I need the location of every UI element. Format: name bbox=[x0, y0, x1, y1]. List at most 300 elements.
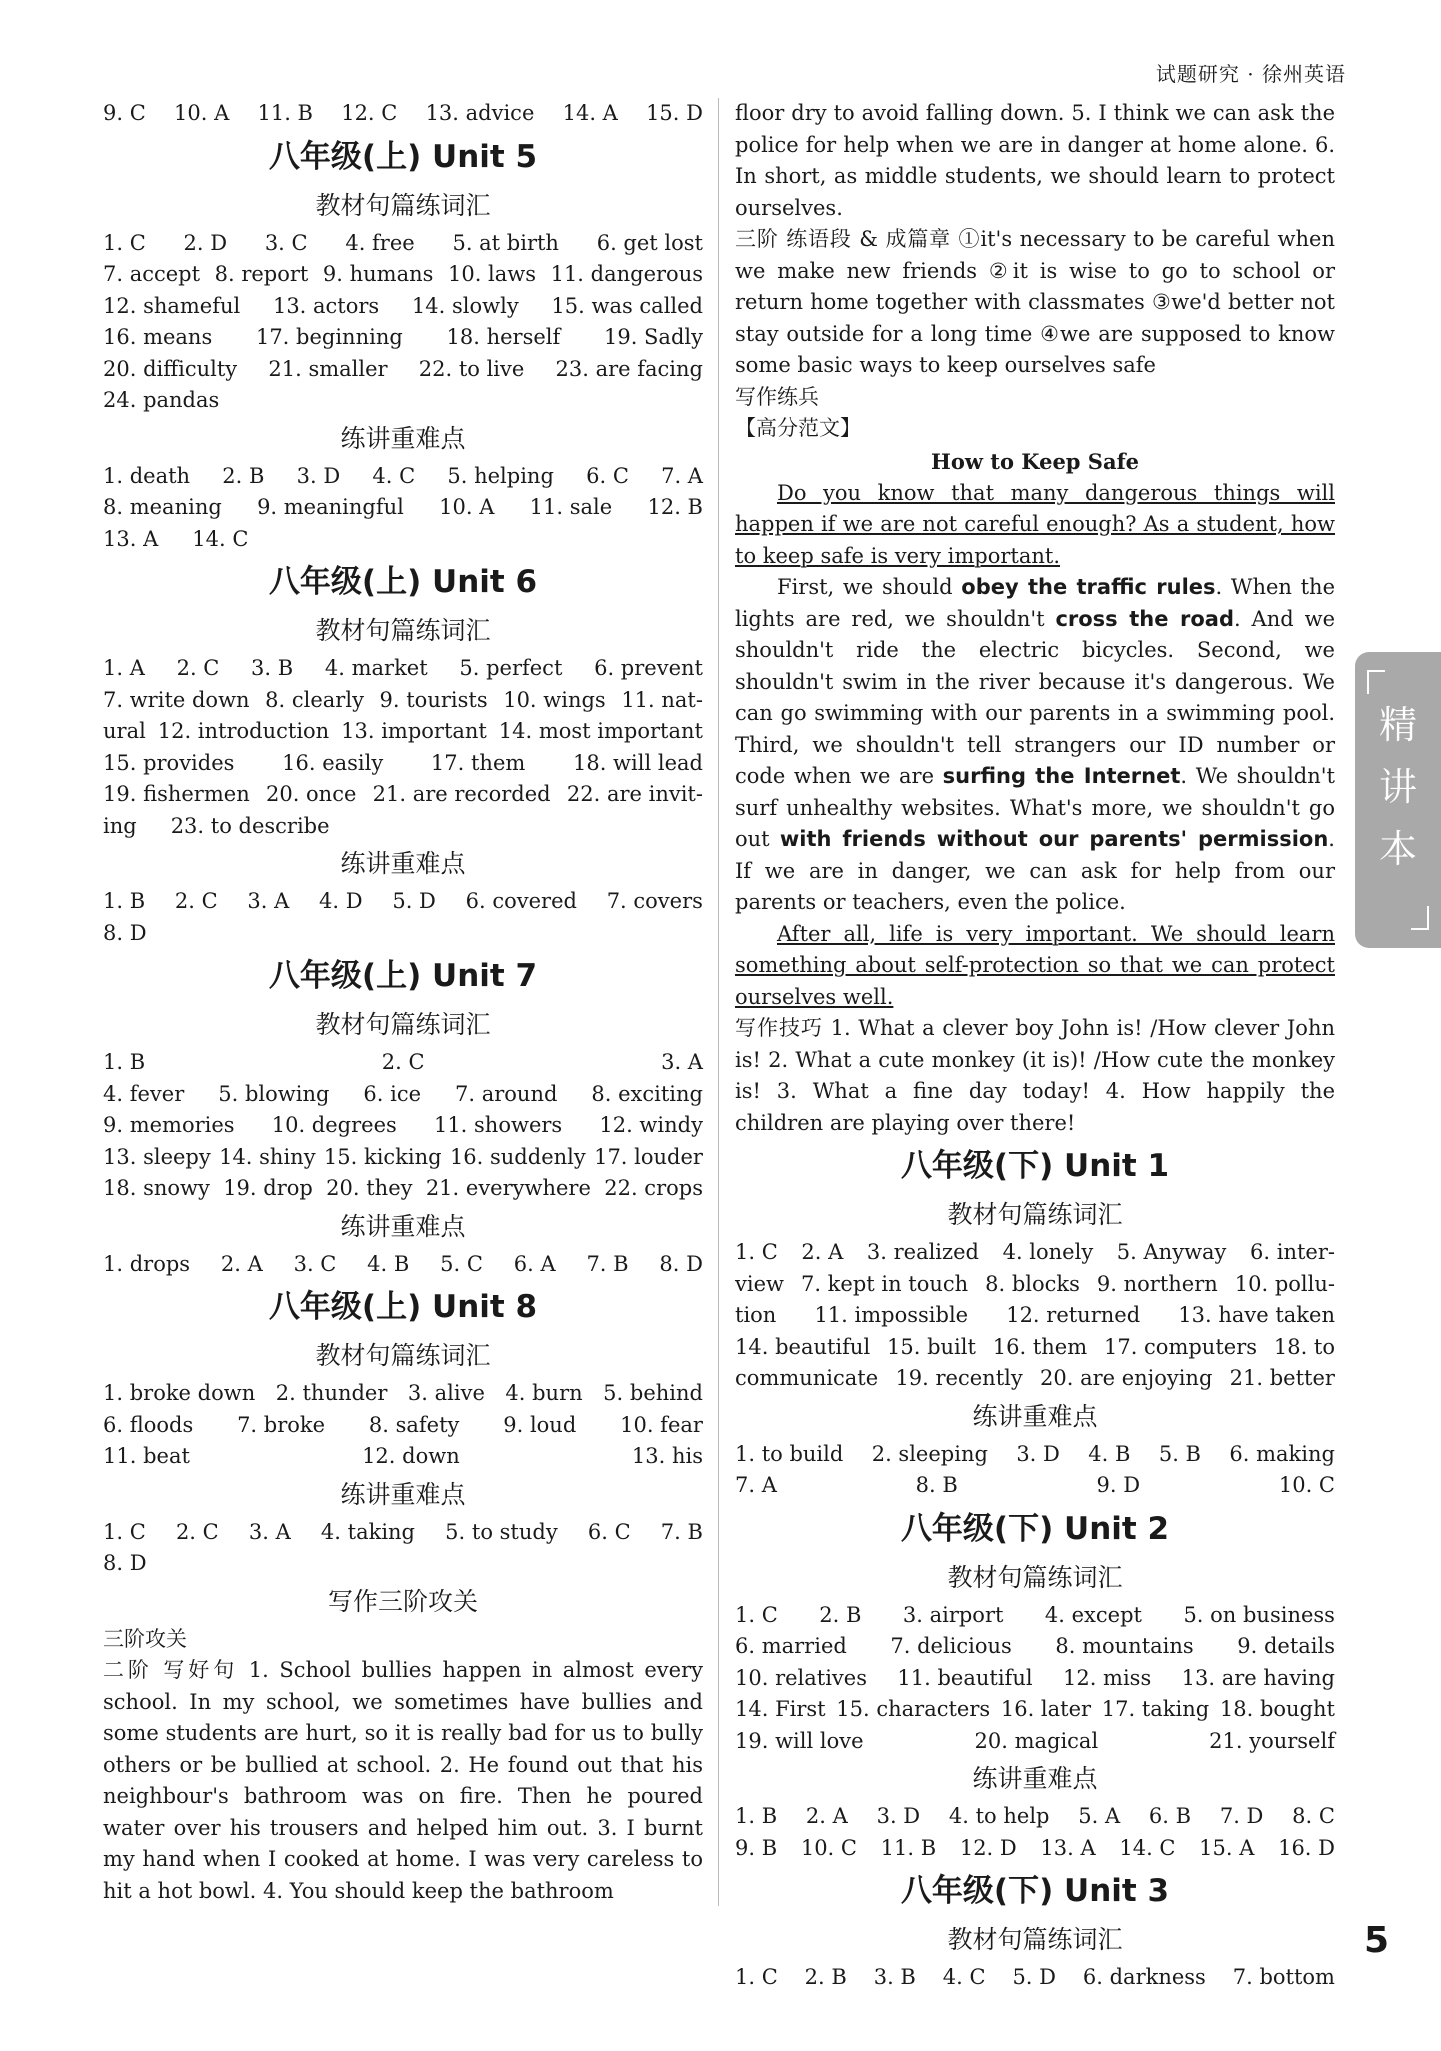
answer-item: 3. C bbox=[264, 230, 308, 255]
answer-line bbox=[735, 1363, 1335, 1395]
answer-item: 2. B bbox=[222, 463, 265, 488]
answer-item: 21. are recorded bbox=[372, 782, 551, 806]
paragraph: 二阶 写好句 1. School bullies happen in almost every school. In my school, we sometimes have bullies and some students are hurt, so it is really bad for us to bully others or be bullied at school. 2. He found out that his neighbour's bathroom was on fire. Then he poured water over his trousers and helped him out. 3. I burnt my hand when I cooked at home. I was very careless to hit a hot bowl. 4. You should keep the bathroom bbox=[103, 1658, 703, 1903]
answer-item: 2. thunder bbox=[275, 1381, 388, 1405]
answer-item: 1. C bbox=[103, 1519, 146, 1544]
answer-line bbox=[735, 1439, 1335, 1471]
essay-title: How to Keep Safe bbox=[931, 448, 1139, 474]
answer-item: 5. at birth bbox=[452, 230, 559, 255]
answer-line bbox=[103, 685, 703, 717]
answer-item: 16. D bbox=[1278, 1835, 1335, 1860]
answer-item: 14. First bbox=[735, 1697, 826, 1721]
answer-item: 10. laws bbox=[447, 262, 537, 286]
bold-phrase: cross the road bbox=[1055, 606, 1234, 631]
answer-line bbox=[103, 653, 703, 685]
side-tab bbox=[1355, 652, 1441, 948]
answer-line bbox=[103, 1249, 703, 1281]
answer-item: 4. B bbox=[1088, 1441, 1131, 1466]
answer-item: 16. later bbox=[1000, 1697, 1092, 1721]
answer-item: 2. D bbox=[183, 230, 228, 255]
section-heading: 练讲重难点 bbox=[972, 1401, 1098, 1431]
bold-phrase: with friends without our parents' permission bbox=[779, 827, 1329, 851]
answer-item: 15. was called bbox=[551, 293, 703, 318]
answer-item: 19. drop bbox=[223, 1176, 313, 1200]
answer-item: 11. B bbox=[880, 1835, 937, 1860]
answer-item: 3. A bbox=[248, 1519, 291, 1544]
section-heading: 教材句篇练词汇 bbox=[315, 1010, 491, 1039]
answer-item: 1. drops bbox=[103, 1251, 191, 1276]
answer-item: tion bbox=[735, 1303, 777, 1327]
answer-item: 12. introduction bbox=[157, 719, 330, 743]
answer-item: 8. D bbox=[103, 920, 147, 945]
answer-item: 8. clearly bbox=[265, 687, 364, 712]
answer-line bbox=[103, 228, 703, 260]
answer-item: 6. B bbox=[1148, 1804, 1192, 1828]
answer-item: 8. D bbox=[659, 1251, 703, 1276]
answer-item: 8. blocks bbox=[985, 1271, 1080, 1296]
answer-item: 12. shameful bbox=[103, 293, 241, 318]
unit-heading: 八年级(下) Unit 2 bbox=[900, 1510, 1170, 1547]
answer-line bbox=[735, 1237, 1335, 1269]
answer-item: 1. B bbox=[735, 1804, 778, 1828]
answer-item: 4. taking bbox=[320, 1519, 416, 1544]
answer-item: 17. taking bbox=[1101, 1697, 1210, 1721]
answer-item: 1. A bbox=[103, 656, 145, 680]
answer-item: 4. D bbox=[319, 889, 363, 913]
answer-item: 9. C bbox=[103, 101, 146, 125]
answer-item: 18. to bbox=[1273, 1334, 1335, 1359]
answer-item: 22. crops bbox=[604, 1176, 703, 1200]
answer-line bbox=[103, 811, 703, 843]
answer-item: 6. floods bbox=[103, 1412, 194, 1437]
answer-item: 3. alive bbox=[407, 1381, 485, 1405]
answer-item: 13. A bbox=[103, 526, 159, 551]
answer-item: 6. prevent bbox=[594, 656, 703, 680]
answer-line bbox=[103, 1110, 703, 1142]
answer-item: 15. provides bbox=[103, 750, 235, 775]
answer-item: 10. degrees bbox=[271, 1113, 397, 1137]
unit-heading: 八年级(上) Unit 5 bbox=[268, 138, 538, 175]
answer-item: 3. B bbox=[251, 656, 294, 680]
underlined-text: Do you know that many dangerous things will happen if we are not careful enough? As a student, how to keep safe is very important. bbox=[735, 480, 1335, 568]
answer-item: 5. blowing bbox=[218, 1081, 330, 1106]
answer-item: 1. C bbox=[735, 1965, 778, 1989]
answer-line bbox=[103, 918, 703, 950]
answer-item: 10. wings bbox=[503, 687, 606, 712]
answer-item: 6. C bbox=[586, 463, 629, 488]
answer-item: 11. impossible bbox=[814, 1303, 969, 1327]
answer-item: 20. they bbox=[326, 1176, 413, 1200]
answer-item: 3. A bbox=[247, 889, 290, 913]
paragraph: 写作技巧 1. What a clever boy John is! /How clever John is! 2. What a cute monkey (it is)! /How cute the monkey is! 3. What a fine day today! 4. How happily the children are playing over there! bbox=[735, 1016, 1335, 1135]
answer-item: 19. fishermen bbox=[103, 782, 250, 806]
answer-item: 9. loud bbox=[503, 1412, 577, 1437]
answer-item: 8. D bbox=[103, 1551, 147, 1575]
answer-item: 2. C bbox=[381, 1050, 425, 1074]
answer-line bbox=[103, 1378, 703, 1410]
answer-item: 11. beautiful bbox=[897, 1665, 1033, 1690]
answer-item: 8. C bbox=[1292, 1804, 1335, 1828]
answer-item: 14. shiny bbox=[219, 1144, 316, 1169]
section-label: 写作练兵 bbox=[735, 384, 819, 409]
answer-item: 21. yourself bbox=[1209, 1728, 1335, 1753]
answer-line bbox=[103, 1142, 703, 1174]
answer-item: 18. bought bbox=[1219, 1697, 1335, 1721]
answer-line bbox=[735, 1833, 1335, 1865]
answer-item: 12. down bbox=[362, 1444, 460, 1468]
answer-item: 4. B bbox=[367, 1251, 410, 1276]
answer-item: 3. A bbox=[661, 1050, 703, 1074]
answer-item: 1. to build bbox=[735, 1441, 844, 1466]
answer-line bbox=[103, 259, 703, 291]
answer-line bbox=[735, 1600, 1335, 1632]
unit-heading: 八年级(上) Unit 8 bbox=[268, 1289, 538, 1325]
answer-item: 13. advice bbox=[425, 101, 535, 125]
underlined-paragraph bbox=[735, 919, 1335, 1014]
answer-item: 15. characters bbox=[836, 1697, 991, 1721]
answer-line bbox=[735, 1663, 1335, 1695]
answer-item: 17. louder bbox=[594, 1144, 703, 1169]
section-heading: 教材句篇练词汇 bbox=[315, 190, 491, 220]
answer-item: 9. D bbox=[1096, 1473, 1141, 1497]
answer-item: 10. A bbox=[439, 495, 495, 519]
text-segment: . We shouldn't surf unhealthy websites. What's more, we shouldn't go out bbox=[735, 764, 1335, 851]
section-heading: 写作三阶攻关 bbox=[327, 1586, 478, 1616]
text-segment: . If we are in danger, we can ask for help from our parents or teachers, even the police. bbox=[735, 827, 1335, 914]
answer-item: 21. everywhere bbox=[425, 1176, 591, 1200]
answer-line bbox=[103, 385, 703, 417]
answer-item: 14. C bbox=[192, 526, 249, 551]
answer-item: 13. important bbox=[341, 719, 487, 743]
answer-item: 7. broke bbox=[237, 1412, 326, 1437]
answer-item: 7. delicious bbox=[890, 1634, 1012, 1658]
answer-item: 16. easily bbox=[282, 750, 384, 775]
answer-item: 20. magical bbox=[974, 1728, 1099, 1753]
answer-item: 19. Sadly bbox=[603, 325, 703, 349]
section-heading: 练讲重难点 bbox=[972, 1764, 1098, 1793]
answer-item: 7. B bbox=[660, 1519, 703, 1544]
answer-item: 10. fear bbox=[620, 1412, 703, 1437]
answer-line bbox=[103, 1079, 703, 1111]
text-segment: First, we should bbox=[777, 575, 962, 599]
underlined-paragraph bbox=[735, 478, 1335, 573]
section-label: 三阶攻关 bbox=[103, 1626, 187, 1651]
answer-line bbox=[103, 1548, 703, 1580]
answer-item: 6. get lost bbox=[596, 230, 703, 255]
answer-item: communicate bbox=[735, 1366, 879, 1390]
answer-item: 19. recently bbox=[895, 1366, 1023, 1390]
answer-line bbox=[735, 1470, 1335, 1502]
answer-line bbox=[103, 1517, 703, 1549]
answer-line bbox=[103, 354, 703, 386]
right-column bbox=[735, 98, 1335, 1994]
answer-item: 11. sale bbox=[529, 495, 613, 519]
answer-line bbox=[103, 524, 703, 556]
underlined-text: After all, life is very important. We should learn something about self-protection so that we can protect ourselves well. bbox=[735, 921, 1335, 1009]
answer-line bbox=[735, 1694, 1335, 1726]
answer-item: 15. A bbox=[1199, 1835, 1255, 1860]
answer-item: 15. kicking bbox=[323, 1144, 442, 1169]
tab-corner-mark bbox=[1367, 670, 1385, 694]
answer-item: 7. B bbox=[586, 1251, 629, 1276]
answer-item: 5. on business bbox=[1183, 1602, 1335, 1627]
answer-item: 18. snowy bbox=[103, 1176, 210, 1200]
answer-item: 7. D bbox=[1219, 1804, 1264, 1828]
section-heading: 练讲重难点 bbox=[340, 423, 466, 453]
answer-item: 7. write down bbox=[103, 687, 250, 712]
answer-item: 6. A bbox=[513, 1251, 556, 1276]
answer-item: 13. actors bbox=[272, 293, 380, 318]
section-label: 【高分范文】 bbox=[735, 416, 861, 440]
answer-item: 9. memories bbox=[103, 1113, 235, 1137]
answer-item: 5. to study bbox=[445, 1519, 558, 1544]
answer-line bbox=[735, 1801, 1335, 1833]
answer-item: 9. northern bbox=[1096, 1271, 1218, 1296]
tab-char: 讲 bbox=[1378, 765, 1417, 809]
answer-item: 4. C bbox=[942, 1965, 986, 1989]
answer-item: 2. C bbox=[176, 656, 220, 680]
tab-char: 本 bbox=[1378, 827, 1417, 871]
answer-item: 5. B bbox=[1158, 1441, 1201, 1466]
answer-item: 11. showers bbox=[433, 1113, 563, 1137]
answer-line bbox=[103, 1173, 703, 1205]
answer-line bbox=[103, 291, 703, 323]
answer-item: 22. to live bbox=[418, 356, 525, 381]
answer-item: 5. helping bbox=[447, 463, 554, 488]
text-segment: . When the lights are red, we shouldn't bbox=[735, 575, 1335, 631]
answer-item: 2. B bbox=[804, 1965, 847, 1989]
answer-item: 2. A bbox=[220, 1251, 263, 1276]
answer-item: 3. C bbox=[293, 1251, 337, 1276]
answer-item: 4. to help bbox=[948, 1804, 1050, 1828]
answer-item: 13. his bbox=[631, 1444, 703, 1468]
answer-item: ing bbox=[103, 813, 137, 838]
section-heading: 练讲重难点 bbox=[340, 1479, 466, 1509]
answer-line bbox=[735, 1631, 1335, 1663]
answer-line bbox=[103, 716, 703, 748]
answer-item: 6. inter- bbox=[1250, 1240, 1335, 1264]
answer-item: 5. perfect bbox=[459, 656, 563, 680]
section-heading: 练讲重难点 bbox=[340, 849, 466, 878]
answer-item: 15. built bbox=[887, 1334, 976, 1359]
answer-item: 8. mountains bbox=[1055, 1634, 1194, 1658]
answer-item: 7. bottom bbox=[1232, 1965, 1335, 1989]
answer-item: 9. humans bbox=[322, 262, 434, 286]
answer-item: 4. market bbox=[324, 656, 428, 680]
answer-item: 10. A bbox=[174, 101, 230, 125]
section-heading: 练讲重难点 bbox=[340, 1211, 466, 1241]
answer-item: 15. D bbox=[646, 101, 703, 125]
tab-corner-mark bbox=[1411, 906, 1429, 930]
answer-item: 12. windy bbox=[599, 1113, 703, 1137]
answer-item: 16. them bbox=[992, 1334, 1088, 1359]
answer-item: 1. C bbox=[735, 1240, 778, 1264]
answer-item: 20. once bbox=[265, 782, 357, 806]
section-heading: 教材句篇练词汇 bbox=[315, 1341, 491, 1370]
answer-item: 12. D bbox=[959, 1835, 1017, 1860]
answer-item: 6. making bbox=[1229, 1441, 1335, 1466]
answer-item: 8. report bbox=[214, 262, 309, 286]
answer-item: 23. are facing bbox=[555, 356, 703, 381]
answer-item: 2. B bbox=[819, 1602, 862, 1627]
section-heading: 教材句篇练词汇 bbox=[947, 1925, 1123, 1954]
bold-phrase: surfing the Internet bbox=[942, 764, 1181, 788]
answer-item: 22. are invit- bbox=[566, 782, 703, 806]
answer-item: 11. beat bbox=[103, 1444, 190, 1468]
section-heading: 教材句篇练词汇 bbox=[315, 616, 491, 645]
answer-item: 20. are enjoying bbox=[1040, 1366, 1213, 1390]
answer-item: 8. meaning bbox=[103, 495, 222, 519]
answer-item: 4. lonely bbox=[1002, 1240, 1094, 1264]
answer-line bbox=[103, 886, 703, 918]
answer-line bbox=[735, 1726, 1335, 1758]
answer-item: 12. miss bbox=[1062, 1665, 1152, 1690]
answer-item: 16. suddenly bbox=[449, 1144, 586, 1169]
answer-item: ural bbox=[103, 719, 146, 743]
answer-item: 9. details bbox=[1237, 1634, 1335, 1658]
answer-item: 12. C bbox=[341, 101, 398, 125]
essay-body-paragraph bbox=[735, 572, 1335, 919]
answer-item: 5. D bbox=[392, 889, 436, 913]
answer-item: 7. A bbox=[661, 463, 703, 488]
unit-heading: 八年级(下) Unit 1 bbox=[900, 1148, 1170, 1184]
answer-item: 8. exciting bbox=[591, 1081, 703, 1106]
answer-item: 6. married bbox=[735, 1634, 847, 1658]
answer-item: 21. smaller bbox=[268, 356, 388, 381]
answer-item: 2. A bbox=[801, 1240, 844, 1264]
paragraph: floor dry to avoid falling down. 5. I think we can ask the police for help when we are in danger at home alone. 6. In short, as middle students, we should learn to protect ourselves. bbox=[735, 101, 1335, 220]
answer-item: 10. C bbox=[1278, 1473, 1335, 1497]
paragraph: 三阶 练语段 & 成篇章 ①it's necessary to be careful when we make new friends ②it is wise to go to school or return home together with classmates ③we'd better not stay outside for a long time ④we are supposed to know some basic ways to keep ourselves safe bbox=[735, 227, 1335, 377]
answer-item: 3. D bbox=[296, 463, 341, 488]
answer-line bbox=[103, 1410, 703, 1442]
answer-item: 10. relatives bbox=[735, 1665, 867, 1690]
answer-item: 5. behind bbox=[603, 1381, 703, 1405]
answer-item: 3. airport bbox=[902, 1602, 1004, 1627]
text-segment: . And we shouldn't ride the electric bicycles. Second, we shouldn't swim in the river because it's dangerous. We can go swimming with our parents in a swimming pool. Third, we shouldn't tell strangers our ID number or code when we are bbox=[735, 606, 1335, 788]
answer-item: 1. broke down bbox=[103, 1381, 256, 1405]
answer-item: 11. dangerous bbox=[550, 262, 703, 286]
answer-item: 11. nat- bbox=[621, 687, 703, 712]
answer-line bbox=[103, 98, 703, 130]
answer-item: 20. difficulty bbox=[103, 356, 238, 381]
answer-item: 4. free bbox=[345, 230, 415, 255]
section-heading: 教材句篇练词汇 bbox=[947, 1200, 1123, 1229]
bold-phrase: obey the traffic rules bbox=[961, 575, 1216, 599]
answer-item: 1. B bbox=[103, 889, 146, 913]
answer-item: 7. covers bbox=[606, 889, 703, 913]
unit-heading: 八年级(下) Unit 3 bbox=[900, 1873, 1170, 1909]
answer-item: 13. are having bbox=[1181, 1665, 1335, 1690]
page-header: 试题研究 · 徐州英语 bbox=[1155, 62, 1346, 86]
answer-item: 5. Anyway bbox=[1116, 1240, 1227, 1264]
answer-item: 7. kept in touch bbox=[800, 1271, 969, 1296]
answer-item: 17. them bbox=[430, 750, 526, 775]
answer-item: 6. C bbox=[587, 1519, 631, 1544]
answer-item: 14. beautiful bbox=[735, 1334, 871, 1359]
answer-item: 4. fever bbox=[103, 1081, 185, 1106]
answer-item: 6. ice bbox=[363, 1081, 422, 1106]
answer-item: 19. will love bbox=[735, 1728, 864, 1753]
answer-item: 23. to describe bbox=[170, 813, 330, 838]
answer-line bbox=[103, 779, 703, 811]
answer-item: 3. D bbox=[876, 1804, 921, 1828]
answer-line bbox=[103, 1047, 703, 1079]
answer-item: 7. A bbox=[735, 1473, 777, 1497]
answer-item: 5. C bbox=[440, 1251, 483, 1276]
answer-item: 6. covered bbox=[465, 889, 577, 913]
answer-item: 8. safety bbox=[368, 1412, 460, 1437]
answer-item: 13. A bbox=[1040, 1835, 1096, 1860]
answer-line bbox=[735, 1269, 1335, 1301]
answer-item: 24. pandas bbox=[103, 388, 220, 412]
answer-item: 18. herself bbox=[446, 325, 561, 349]
answer-item: 3. realized bbox=[866, 1240, 979, 1264]
answer-item: 10. C bbox=[800, 1835, 857, 1860]
answer-item: 13. sleepy bbox=[103, 1144, 211, 1169]
answer-item: 9. tourists bbox=[379, 687, 488, 712]
answer-item: 4. C bbox=[372, 463, 416, 488]
answer-line bbox=[103, 492, 703, 524]
answer-line bbox=[103, 748, 703, 780]
page-number: 5 bbox=[1363, 1920, 1389, 1961]
answer-item: 3. B bbox=[873, 1965, 916, 1989]
answer-item: 1. death bbox=[103, 463, 191, 488]
answer-item: 10. pollu- bbox=[1234, 1271, 1335, 1296]
answer-item: 11. B bbox=[257, 101, 313, 125]
answer-item: 13. have taken bbox=[1178, 1303, 1335, 1327]
answer-item: 9. meaningful bbox=[257, 495, 404, 519]
answer-line bbox=[735, 1962, 1335, 1994]
tab-char: 精 bbox=[1378, 703, 1417, 747]
answer-item: 21. better bbox=[1229, 1366, 1335, 1390]
answer-item: 12. B bbox=[647, 495, 703, 519]
answer-item: 5. A bbox=[1078, 1804, 1121, 1828]
answer-item: view bbox=[735, 1271, 784, 1296]
answer-item: 1. B bbox=[103, 1050, 146, 1074]
answer-item: 17. beginning bbox=[255, 325, 403, 349]
answer-item: 7. around bbox=[455, 1081, 558, 1106]
answer-item: 1. C bbox=[735, 1602, 778, 1627]
column-divider bbox=[718, 98, 719, 1906]
answer-item: 2. sleeping bbox=[871, 1441, 988, 1466]
answer-item: 4. except bbox=[1044, 1602, 1142, 1627]
unit-heading: 八年级(上) Unit 6 bbox=[268, 564, 538, 600]
answer-item: 7. accept bbox=[103, 262, 201, 286]
left-column bbox=[103, 98, 703, 1907]
answer-item: 17. computers bbox=[1103, 1334, 1258, 1359]
answer-item: 8. B bbox=[915, 1473, 958, 1497]
answer-item: 4. burn bbox=[505, 1381, 583, 1405]
answer-item: 2. A bbox=[805, 1804, 848, 1828]
answer-line bbox=[103, 1441, 703, 1473]
answer-item: 6. darkness bbox=[1082, 1965, 1206, 1989]
unit-heading: 八年级(上) Unit 7 bbox=[268, 958, 538, 994]
answer-item: 5. D bbox=[1012, 1965, 1056, 1989]
answer-item: 9. B bbox=[735, 1835, 778, 1860]
answer-item: 2. C bbox=[174, 889, 218, 913]
answer-item: 14. most important bbox=[498, 719, 703, 743]
answer-item: 3. D bbox=[1016, 1441, 1060, 1466]
answer-line bbox=[735, 1300, 1335, 1332]
answer-item: 14. C bbox=[1119, 1835, 1176, 1860]
answer-line bbox=[735, 1332, 1335, 1364]
answer-item: 14. slowly bbox=[411, 293, 519, 318]
answer-item: 12. returned bbox=[1006, 1303, 1141, 1327]
answer-line bbox=[103, 322, 703, 354]
section-heading: 教材句篇练词汇 bbox=[947, 1562, 1123, 1592]
answer-line bbox=[103, 461, 703, 493]
